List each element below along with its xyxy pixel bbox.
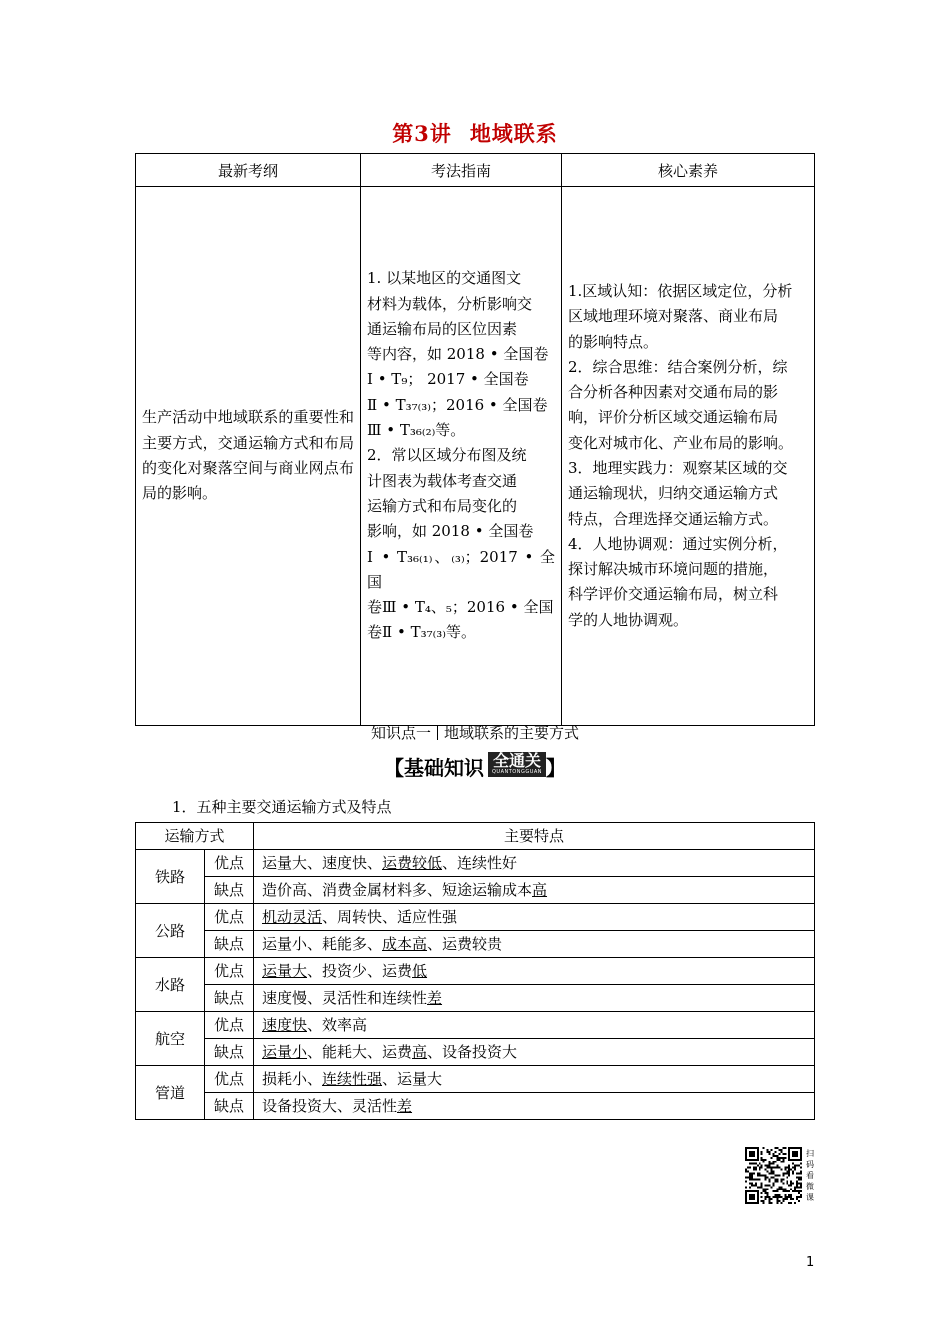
answer-underlined: 运量大 — [262, 962, 308, 980]
answer-underlined: 成本高 — [382, 935, 428, 953]
feature-text: 运量小、耗能多、 — [262, 935, 383, 953]
exam-guide-line: 2．常以区域分布图及统 — [367, 446, 527, 465]
core-literacy-line: 1.区域认知：依据区域定位，分析 — [568, 281, 793, 300]
advantage-label: 优点 — [205, 1066, 254, 1093]
badge-text: 全通关 — [492, 751, 541, 770]
disadvantage-features — [254, 1039, 815, 1066]
feature-text: 、连续性好 — [442, 854, 518, 872]
core-literacy-line: 科学评价交通运输布局，树立科 — [568, 585, 779, 604]
feature-text: 、周转快、适应性强 — [322, 908, 458, 926]
banner-text: 基础知识 — [403, 756, 484, 780]
exam-guide-line: 1. 以某地区的交通图文 — [367, 269, 522, 288]
qr-label: 扫码看微课 — [806, 1149, 814, 1202]
page-number: 1 — [806, 1255, 815, 1270]
feature-text: 损耗小、 — [262, 1070, 323, 1088]
advantage-label: 优点 — [205, 1012, 254, 1039]
advantage-label: 优点 — [205, 958, 254, 985]
exam-guide-line: Ⅰ • T₃₆₍₁₎、₍₃₎；2017 • 全国 — [367, 547, 555, 591]
knowledge-point-heading — [0, 722, 950, 743]
transport-row-disadvantage — [136, 985, 815, 1012]
exam-guide-line: 运输方式和布局变化的 — [367, 496, 518, 515]
core-literacy-line: 响，评价分析区域交通运输布局 — [568, 408, 779, 427]
transport-row-advantage — [136, 958, 815, 985]
exam-guide-line: Ⅱ • T₃₇₍₃₎；2016 • 全国卷 — [367, 395, 548, 414]
exam-guide-line: Ⅰ • T₉； 2017 • 全国卷 — [367, 370, 529, 389]
disadvantage-features — [254, 931, 815, 958]
exam-guide-line: 通运输布局的区位因素 — [367, 319, 518, 338]
exam-guide-line: 材料为载体，分析影响交 — [367, 294, 533, 313]
exam-guide-cell — [361, 187, 562, 726]
feature-text: 运量大、速度快、 — [262, 854, 383, 872]
disadvantage-label: 缺点 — [205, 1093, 254, 1120]
disadvantage-label: 缺点 — [205, 877, 254, 904]
exam-guide-line: Ⅲ • T₃₆₍₂₎等。 — [367, 421, 466, 440]
disadvantage-features — [254, 877, 815, 904]
lesson-number: 第3讲 — [392, 121, 452, 146]
disadvantage-label: 缺点 — [205, 931, 254, 958]
transport-mode: 公路 — [136, 904, 205, 958]
transport-row-advantage — [136, 850, 815, 877]
bracket-open: 【 — [383, 756, 404, 780]
core-literacy-line: 变化对城市化、产业布局的影响。 — [568, 433, 794, 452]
feature-text: 设备投资大、灵活性 — [262, 1097, 398, 1115]
exam-guide-line: 等内容，如 2018 • 全国卷 — [367, 345, 549, 364]
divider — [437, 726, 438, 740]
feature-text: 、投资少、运费 — [307, 962, 413, 980]
advantage-label: 优点 — [205, 850, 254, 877]
exam-guide-line: 卷Ⅱ • T₃₇₍₃₎等。 — [367, 623, 476, 642]
answer-underlined: 连续性强 — [322, 1070, 383, 1088]
feature-text: 、运费较贵 — [427, 935, 503, 953]
disadvantage-features — [254, 1093, 815, 1120]
header-exam-guide: 考法指南 — [361, 154, 562, 187]
transport-modes-table — [135, 822, 815, 1120]
core-literacy-cell — [562, 187, 815, 726]
answer-underlined: 高 — [532, 881, 548, 899]
core-literacy-line: 区域地理环境对聚落、商业布局 — [568, 307, 779, 326]
core-literacy-line: 3．地理实践力：观察某区域的交 — [568, 459, 788, 477]
disadvantage-features — [254, 985, 815, 1012]
advantage-features — [254, 1066, 815, 1093]
disadvantage-label: 缺点 — [205, 985, 254, 1012]
lesson-title — [0, 118, 950, 148]
knowledge-point-topic: 地域联系的主要方式 — [444, 724, 580, 742]
answer-underlined: 差 — [427, 989, 443, 1007]
core-literacy-line: 探讨解决城市环境问题的措施， — [568, 560, 779, 579]
transport-mode: 铁路 — [136, 850, 205, 904]
answer-underlined: 低 — [412, 962, 428, 980]
exam-guide-line: 卷Ⅲ • T₄、₅；2016 • 全国 — [367, 598, 554, 617]
knowledge-point-label: 知识点一 — [370, 724, 431, 742]
answer-underlined: 运费较低 — [382, 854, 443, 872]
outline-requirement-cell: 生产活动中地域联系的重要性和主要方式，交通运输方式和布局的变化对聚落空间与商业网点布局的影响。 — [136, 187, 361, 726]
answer-underlined: 机动灵活 — [262, 908, 323, 926]
exam-guide-line: 计图表为载体考查交通 — [367, 471, 518, 490]
exam-guide-lines — [367, 266, 555, 645]
advantage-label: 优点 — [205, 904, 254, 931]
exam-guide-line: 影响，如 2018 • 全国卷 — [367, 522, 534, 541]
answer-underlined: 速度快 — [262, 1016, 308, 1034]
transport-row-disadvantage — [136, 1093, 815, 1120]
core-literacy-line: 的影响特点。 — [568, 332, 659, 351]
core-literacy-line: 合分析各种因素对交通布局的影 — [568, 383, 779, 402]
advantage-features — [254, 850, 815, 877]
advantage-features — [254, 904, 815, 931]
transport-row-advantage — [136, 1066, 815, 1093]
disadvantage-label: 缺点 — [205, 1039, 254, 1066]
transport-row-advantage — [136, 1012, 815, 1039]
feature-text: 、效率高 — [307, 1016, 368, 1034]
core-literacy-line: 通运输现状，归纳交通运输方式 — [568, 484, 779, 503]
section-heading: 1．五种主要交通运输方式及特点 — [172, 798, 392, 816]
advantage-features — [254, 1012, 815, 1039]
feature-text: 、运量大 — [382, 1070, 443, 1088]
badge-subtext: QUANTONGGUAN — [491, 769, 543, 775]
core-literacy-line: 学的人地协调观。 — [568, 610, 689, 629]
feature-text: 、设备投资大 — [427, 1043, 518, 1061]
transport-row-disadvantage — [136, 1039, 815, 1066]
header-features: 主要特点 — [254, 823, 815, 850]
header-mode: 运输方式 — [136, 823, 254, 850]
core-literacy-line: 4．人地协调观：通过实例分析， — [568, 534, 788, 553]
answer-underlined: 差 — [397, 1097, 413, 1115]
feature-text: 、能耗大、运费 — [307, 1043, 413, 1061]
core-literacy-line: 特点，合理选择交通运输方式。 — [568, 509, 779, 528]
feature-text: 造价高、消费金属材料多、短途运输成本 — [262, 881, 533, 899]
answer-underlined: 高 — [412, 1043, 428, 1061]
transport-mode: 水路 — [136, 958, 205, 1012]
feature-text: 速度慢、灵活性和连续性 — [262, 989, 428, 1007]
transport-mode: 航空 — [136, 1012, 205, 1066]
header-latest-outline: 最新考纲 — [136, 154, 361, 187]
core-literacy-line: 2．综合思维：结合案例分析，综 — [568, 357, 788, 376]
basic-knowledge-banner — [0, 752, 950, 781]
qr-code-icon[interactable] — [745, 1147, 802, 1204]
transport-row-disadvantage — [136, 877, 815, 904]
header-core-literacy: 核心素养 — [562, 154, 815, 187]
advantage-features — [254, 958, 815, 985]
outline-header-row — [136, 154, 815, 187]
answer-underlined: 运量小 — [262, 1043, 308, 1061]
exam-outline-table — [135, 153, 815, 726]
bracket-close: 】 — [546, 756, 567, 780]
transport-row-disadvantage — [136, 931, 815, 958]
outline-content-row — [136, 187, 815, 726]
transport-header-row — [136, 823, 815, 850]
transport-mode: 管道 — [136, 1066, 205, 1120]
transport-row-advantage — [136, 904, 815, 931]
core-literacy-lines — [568, 279, 808, 633]
lesson-name: 地域联系 — [469, 121, 558, 146]
banner-badge — [488, 752, 546, 777]
